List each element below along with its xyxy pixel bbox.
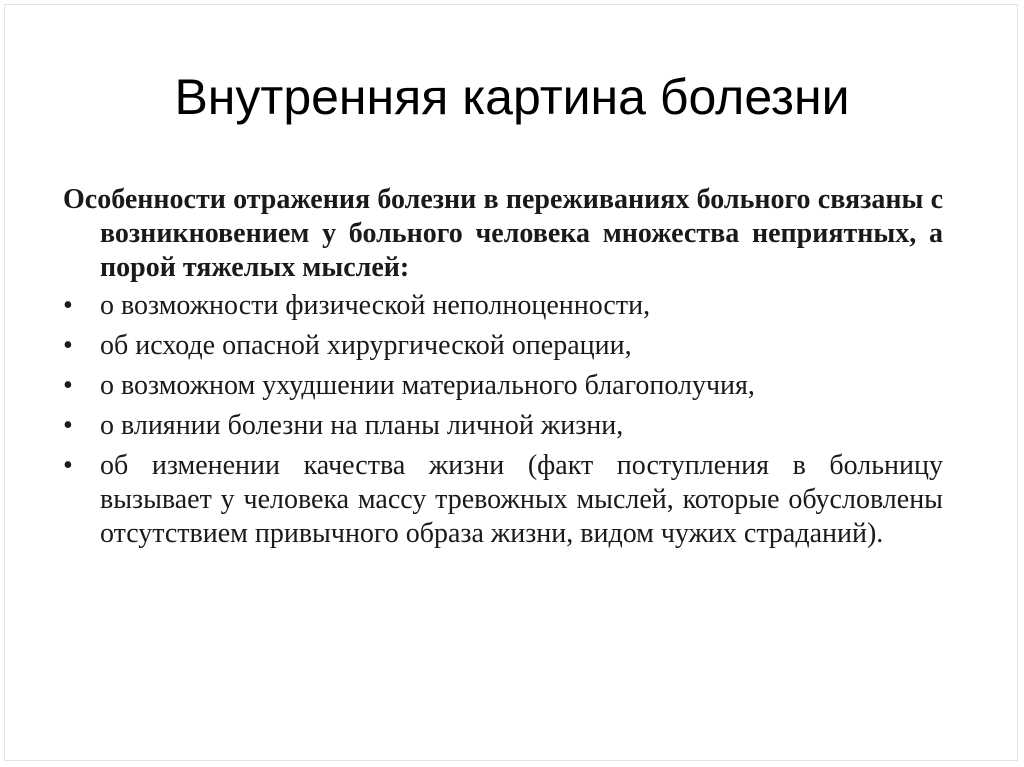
bullet-item — [63, 449, 943, 551]
bullet-dot-icon: • — [63, 410, 73, 441]
slide-title: Внутренняя картина болезни — [174, 69, 850, 125]
bullet-item — [63, 369, 943, 403]
bullet-dot-icon: • — [63, 330, 73, 361]
bullet-text: об изменении качества жизни (факт поступления в больницу вызывает у человека массу тревожных мыслей, которые обусловлены отсутствием привычного образа жизни, видом чужих страданий). — [100, 450, 943, 549]
bullet-text: о влиянии болезни на планы личной жизни, — [100, 410, 624, 441]
bullet-item — [63, 409, 943, 443]
bullet-text: о возможности физической неполноценности, — [100, 290, 651, 321]
bullet-list — [63, 289, 943, 551]
bullet-dot-icon: • — [63, 450, 73, 481]
bullet-dot-icon: • — [63, 290, 73, 321]
bullet-text: о возможном ухудшении материального благополучия, — [100, 370, 755, 401]
slide — [4, 4, 1018, 761]
intro-paragraph: Особенности отражения болезни в переживаниях больного связаны с возникновением у больного человека множества неприятных, а порой тяжелых мыслей: — [63, 184, 943, 283]
bullet-item — [63, 289, 943, 323]
slide-body — [63, 183, 943, 557]
bullet-dot-icon: • — [63, 370, 73, 401]
bullet-item — [63, 329, 943, 363]
bullet-text: об исходе опасной хирургической операции, — [100, 330, 632, 361]
